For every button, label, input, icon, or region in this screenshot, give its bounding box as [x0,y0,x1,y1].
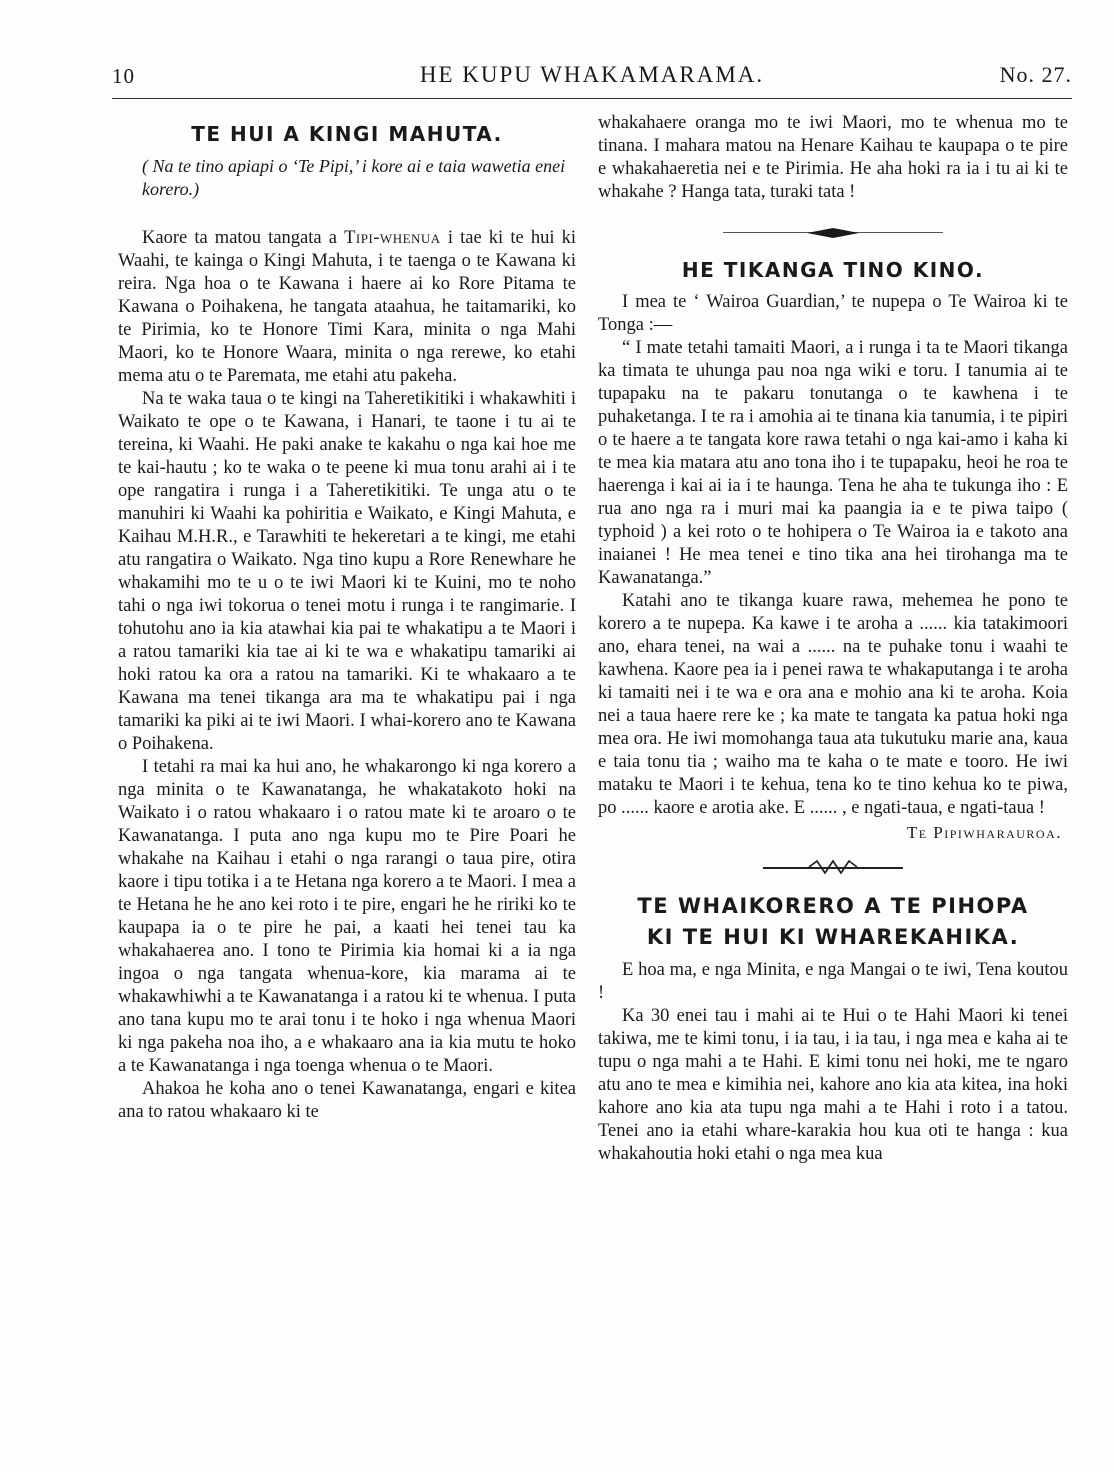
article2-paragraph-3: Katahi ano te tikanga kuare rawa, mehemea he pono te korero a te nupepa. Ka kawe i te aroha a ...... kia tatakimoori ano, ehara tenei, na wai a ...... na te puhake tonu i waahi te kawhena. Kaore pea ia i penei rawa te whakaputanga i te aroha ki tamaiti nei i te wa e ora ana e mohio ana ki te aroha. Koia nei a taua haere rere ke ; ka mate te tangata ka patua hoki nga mea ora. He iwi momohanga taua ata tukutuku marie ana, kaua e taia tonu tia ; waiho ma te kaha o te mate e tooro. He iwi mataku te Maori i te kehua, tena ko te tino kehua ko te piwa, po ...... kaore e arotia ake. E ...... , e ngati-taua, e ngati-taua ! [598,591,1068,818]
headline-line-1: TE WHAIKORERO A TE PIHOPA [637,894,1029,918]
diamond-ornament-icon [807,226,859,240]
article3-paragraph-1: E hoa ma, e nga Minita, e nga Mangai o te iwi, Tena koutou ! [598,960,1068,1003]
publication-title: HE KUPU WHAKAMARAMA. [419,62,765,87]
issue-number: No. 27. [999,62,1072,87]
right-column [598,112,1068,1166]
page-number: 10 [112,64,135,88]
left-column [118,112,576,1124]
headline-line-2: KI TE HUI KI WHAREKAHIKA. [646,925,1020,949]
article2-paragraph-2: “ I mate tetahi tamaiti Maori, a i runga i ta te Maori tikanga ka timata te uhunga pau noa nga wiki e toru. I tanumia ai te tupapaku na te pakaru tonutanga o te kawhena i te puhaketanga. I te ra i amohia ai te tinana kia tanumia, i te pipiri o te haere a te tangata kore rawa tetahi o nga kai-amo i kaha ki te mea kia matara atu ano tona iho i te tupapaku, heoi he roa te haerenga i kai ai ia i te haunga. Tena he aha te tukunga iho : E rua ano nga ra i muri mai ka paangia ia e te piwa taipo ( typhoid ) a kei roto o te hohipera o Te Wairoa ia e takoto ana inaianei ! He mea tenei e tino tika ana hei tirohanga ma te Kawanatanga.” [598,338,1068,588]
article1-paragraph-1: Kaore ta matou tangata a Tipi-whenua i tae ki te hui ki Waahi, te kainga o Kingi Mahuta, i te taenga o te Kawana ki reira. Nga hoa o te Kawana i haere ai ko Rore Pitama te Kawana o Poihakena, he tangata ataahua, he taitamariki, ko te Pirimia, ko te Honore Timi Kara, minita o nga Mahi Maori, ko te Honore Waara, minita o nga rerewe, ko etahi mema atu o te Paremata, me etahi atu pakeha. [118,228,576,386]
article-subtitle: ( Na te tino apiapi o ‘Te Pipi,’ i kore ai e taia wawetia enei korero.) [142,156,566,199]
ornamental-divider [598,218,1068,248]
ornamental-divider-2 [598,853,1068,883]
article2-paragraph-1: I mea te ‘ Wairoa Guardian,’ te nupepa o Te Wairoa ki te Tonga :— [598,292,1068,335]
article-headline-tikanga-tino-kino: HE TIKANGA TINO KINO. [681,258,985,282]
article-signature: Te Pipiwharauroa. [906,823,1062,842]
article3-paragraph-2: Ka 30 enei tau i mahi ai te Hui o te Hahi Maori ki tenei takiwa, me te kimi tonu, i ia tau, i ia tau, i nga mea e kaha ai te tupu o nga mahi a te Hahi. E kimi tonu nei hoki, me te ngaro atu ano te mea e kimihia nei, kahore ano kia ata kitea, ina hoki kahore ano kia ata tupu nga mahi a te Hahi i roto i a tatou. Tenei ano ia etahi whare-karakia hou kua oti te hanga : kua whakahoutia hoki etahi o nga mea kua [598,1006,1068,1164]
author-name-smallcaps: Tipi-whenua [344,228,441,248]
running-header [112,62,1072,99]
zigzag-ornament-icon [805,857,861,877]
article1-paragraph-3: I tetahi ra mai ka hui ano, he whakarongo ki nga korero a nga minita o te Kawanatanga, he whakatakoto hoki na Waikato i o ratou whakaaro i o ratou mate ki te aroaro o te Kawanatanga. I puta ano nga kupu mo te Pire Poari he whakahe na Kaihau i etahi o nga rarangi o taua pire, otira kaore i tipu totika i a te Hetana nga korero a te Maori. I mea a te Hetana he he ano kei roto i te pire, engari he he ririki ko te kaupapa ia o te pire he pai, a kaati hei tenei tau ka whakahaerea ano. I tono te Pirimia kia homai ki a ia nga ingoa o nga tangata whenua-kore, kia marama ai te whakawhiwhi a te Kawanatanga i a ratou ki te whenua. I puta ano tana kupu mo te arai tonu i te hoko i nga whenua Maori ki nga pakeha noa iho, a e whakaaro ana ia kia mutu te hoko a te Kawanatanga i nga toenga whenua o te Maori. [118,757,576,1076]
article-headline-whaikorero-pihopa [598,891,1068,953]
article1-paragraph-4: Ahakoa he koha ano o tenei Kawanatanga, engari e kitea ana to ratou whakaaro ki te [118,1079,576,1122]
article1-paragraph-2: Na te waka taua o te kingi na Taheretikitiki i whakawhiti i Waikato te ope o te Kawana, i Hanari, te taone i tu ai te tereina, ki Waahi. He paki anake te kakahu o nga kai hoe me te kai-hautu ; ko te waka o te peene ki mua tonu arahi ai i te ope rangatira i runga i a Taheretikitiki. Te unga atu o te manuhiri ki Waahi ka pohiritia e Waikato, e Kingi Mahuta, e Kaihau M.H.R., e Tarawhiti te hekeretari a te kingi, me etahi atu rangatira o Waikato. Nga tino kupu a Rore Renewhare he whakamihi mo te u o te iwi Maori ki te Kuini, mo te noho tahi o nga iwi tokorua o tenei motu i runga i te rangimarie. I tohutohu ano ia kia atawhai kia pai te whakatipu a te Maori i a ratou tamariki kia tae ai ki te wa e whakatipu tamariki ai hoki ratou ka ora a ratou na tamariki. Ki te whakaaro a te Kawana ma tenei tikanga ara ma te whakatipu pai i nga tamariki ka piki ai te iwi Maori. I whai-korero ano te Kawana o Poihakena. [118,389,576,754]
article-headline-hui-kingi-mahuta: TE HUI A KINGI MAHUTA. [191,122,503,146]
article1-paragraph-4-continued: whakahaere oranga mo te iwi Maori, mo te whenua mo te tinana. I mahara matou na Henare Kaihau te kaupapa o te pire e whakahaeretia nei e te Pirimia. He aha hoki ra ia i tu ai ki te whakahe ? Hanga tata, turaki tata ! [598,113,1068,202]
